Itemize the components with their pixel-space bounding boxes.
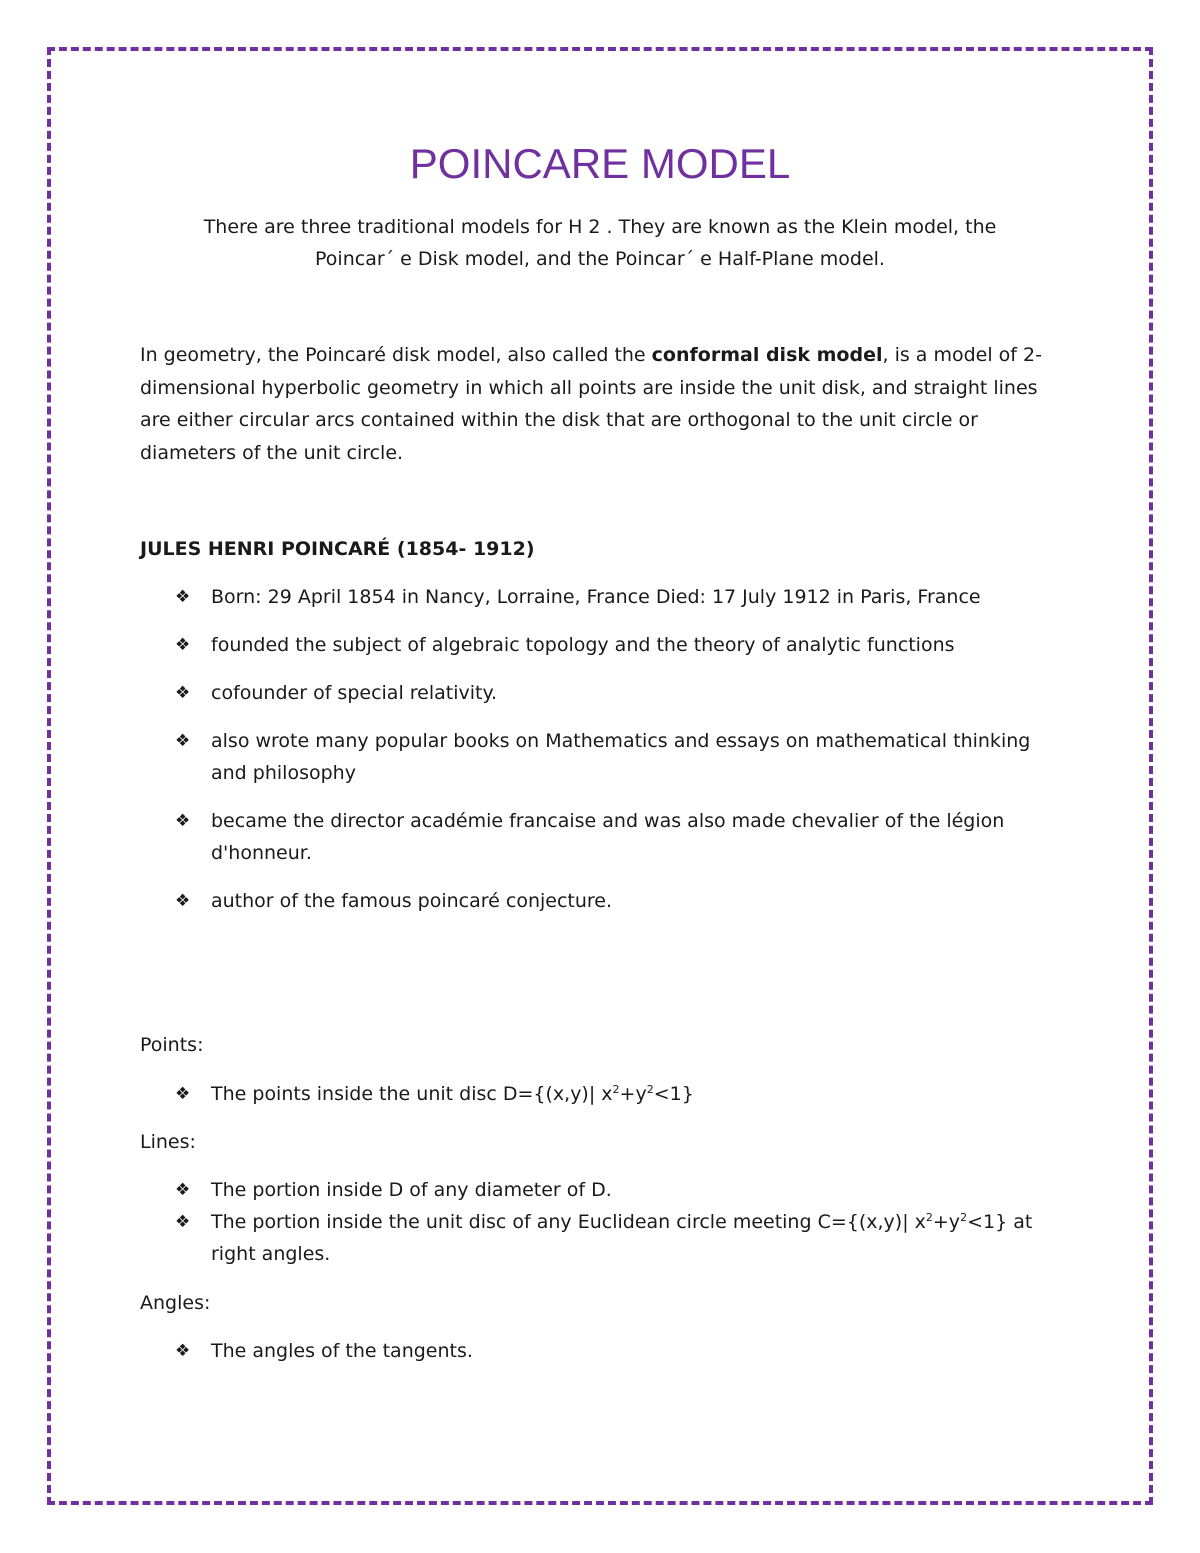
list-item bbox=[175, 805, 1060, 869]
lines-text-mid: +y bbox=[932, 1211, 961, 1233]
diamond-bullet-icon: ❖ bbox=[175, 1084, 191, 1104]
list-item bbox=[175, 1174, 1060, 1206]
lines-list bbox=[175, 1174, 1060, 1270]
diamond-bullet-icon: ❖ bbox=[175, 635, 191, 655]
diamond-bullet-icon: ❖ bbox=[175, 1180, 191, 1200]
list-item-text: Born: 29 April 1854 in Nancy, Lorraine, France Died: 17 July 1912 in Paris, France bbox=[211, 586, 981, 608]
angles-list bbox=[175, 1335, 1060, 1367]
points-text bbox=[211, 1083, 694, 1105]
list-item bbox=[175, 677, 1060, 709]
points-label: Points: bbox=[140, 1034, 204, 1056]
intro-line-2: Poincar´ e Disk model, and the Poincar´ e Half-Plane model. bbox=[315, 248, 885, 270]
list-item bbox=[175, 581, 1060, 613]
angles-label: Angles: bbox=[140, 1292, 211, 1314]
paragraph-bold-term: conformal disk model bbox=[651, 344, 883, 366]
list-item-text: author of the famous poincaré conjecture. bbox=[211, 890, 613, 912]
list-item bbox=[175, 885, 1060, 917]
list-item bbox=[175, 1335, 1060, 1367]
list-item bbox=[175, 725, 1060, 789]
superscript: 2 bbox=[925, 1211, 933, 1224]
list-item-text: also wrote many popular books on Mathematics and essays on mathematical thinking and philosophy bbox=[211, 730, 1031, 784]
superscript: 2 bbox=[646, 1083, 654, 1096]
definition-paragraph bbox=[140, 339, 1060, 469]
intro-text bbox=[150, 211, 1050, 275]
intro-line-1: There are three traditional models for H 2 . They are known as the Klein model, the bbox=[203, 216, 997, 238]
paragraph-text-start: In geometry, the Poincaré disk model, also called the bbox=[140, 344, 652, 366]
list-item bbox=[175, 1206, 1060, 1270]
lines-text-prefix: The portion inside the unit disc of any Euclidean circle meeting C={(x,y)| x bbox=[211, 1211, 926, 1233]
paragraph-text-end: , is a model of 2-dimensional hyperbolic geometry in which all points are inside the unit disk, and straight lines are either circular arcs contained within the disk that are orthogonal to the unit circle or diameters of the unit circle. bbox=[140, 344, 1042, 464]
diamond-bullet-icon: ❖ bbox=[175, 1341, 191, 1361]
points-text-prefix: The points inside the unit disc D={(x,y)| x bbox=[211, 1083, 613, 1105]
list-item bbox=[175, 629, 1060, 661]
points-text-mid: +y bbox=[619, 1083, 647, 1105]
superscript: 2 bbox=[960, 1211, 968, 1224]
diamond-bullet-icon: ❖ bbox=[175, 811, 191, 831]
page-title: POINCARE MODEL bbox=[409, 140, 791, 187]
diamond-bullet-icon: ❖ bbox=[175, 587, 191, 607]
list-item-text: The portion inside D of any diameter of D. bbox=[211, 1179, 612, 1201]
list-item bbox=[175, 1078, 1060, 1110]
superscript: 2 bbox=[612, 1083, 620, 1096]
points-list bbox=[175, 1078, 1060, 1110]
points-text-suffix: <1} bbox=[653, 1083, 694, 1105]
diamond-bullet-icon: ❖ bbox=[175, 731, 191, 751]
list-item-text: cofounder of special relativity. bbox=[211, 682, 498, 704]
biography-list bbox=[175, 581, 1060, 933]
lines-text-2 bbox=[211, 1211, 1032, 1265]
list-item-text: founded the subject of algebraic topology and the theory of analytic functions bbox=[211, 634, 955, 656]
diamond-bullet-icon: ❖ bbox=[175, 1212, 191, 1232]
diamond-bullet-icon: ❖ bbox=[175, 683, 191, 703]
biography-heading: JULES HENRI POINCARÉ (1854- 1912) bbox=[140, 538, 535, 560]
list-item-text: became the director académie francaise and was also made chevalier of the légion d'honneur. bbox=[211, 810, 1005, 864]
diamond-bullet-icon: ❖ bbox=[175, 891, 191, 911]
lines-text-suffix: <1} at right angles. bbox=[211, 1211, 1033, 1265]
lines-label: Lines: bbox=[140, 1131, 196, 1153]
list-item-text: The angles of the tangents. bbox=[211, 1340, 473, 1362]
